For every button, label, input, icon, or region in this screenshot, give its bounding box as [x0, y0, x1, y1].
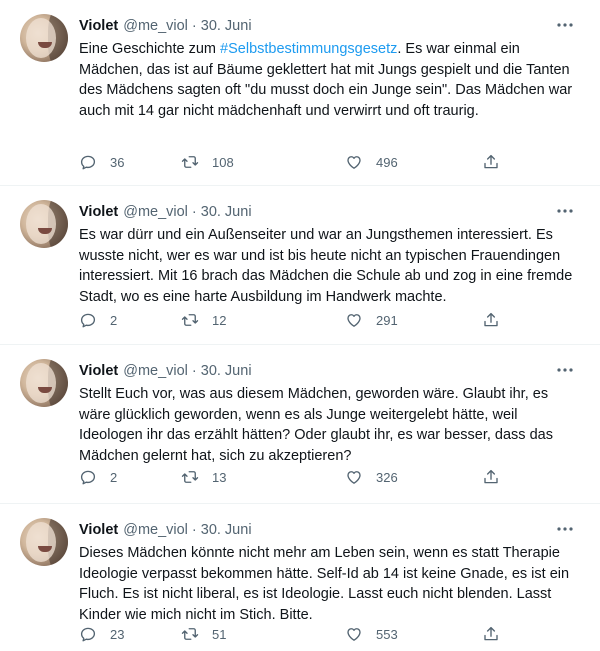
avatar[interactable]: [20, 200, 68, 248]
author-handle[interactable]: @me_viol: [123, 18, 188, 34]
retweet-icon: [181, 468, 199, 486]
tweet[interactable]: [0, 186, 600, 345]
heart-icon: [345, 625, 363, 643]
tweet-actions: [79, 310, 519, 330]
reply-count: 2: [110, 312, 118, 328]
retweet-button[interactable]: [181, 624, 226, 644]
reply-button[interactable]: [79, 152, 124, 172]
reply-count: 2: [110, 469, 118, 485]
author-handle[interactable]: @me_viol: [123, 522, 188, 538]
more-options-icon: [557, 527, 573, 531]
retweet-count: 108: [212, 154, 234, 170]
tweet-actions: [79, 152, 519, 172]
tweet-date[interactable]: 30. Juni: [200, 204, 252, 220]
retweet-count: 13: [212, 469, 227, 485]
like-count: 326: [376, 469, 398, 485]
tweet-actions: [79, 467, 519, 487]
share-button[interactable]: [482, 624, 500, 644]
tweet-text: Dieses Mädchen könnte nicht mehr am Leben sein, wenn es statt Therapie Ideologie verpasst bekommen hätte. Self-Id ab 14 ist keine Gnade, es ist ein Fluch. Es ist nicht liberal, es ist Ideologie. Lasst euch nicht blenden. Lasst Kinder wie mich nicht im Stich. Bitte.: [79, 545, 570, 623]
avatar[interactable]: [20, 359, 68, 407]
tweet-date[interactable]: 30. Juni: [200, 522, 252, 538]
share-button[interactable]: [482, 467, 500, 487]
reply-icon: [79, 311, 97, 329]
like-button[interactable]: [345, 467, 398, 487]
tweet-text: Stellt Euch vor, was aus diesem Mädchen, geworden wäre. Glaubt ihr, es wäre glücklich geworden, wenn es als Junge weitergelebt hätte, weil Ideologen ihr das erzählt hätten? Oder glaubt ihr, es war besser, dass das Mädchen gelernt hat, sich zu akzeptieren?: [79, 386, 553, 464]
more-options-button[interactable]: [556, 361, 574, 379]
like-button[interactable]: [345, 310, 398, 330]
separator: ·: [191, 18, 197, 34]
avatar-face: [26, 18, 56, 58]
tweet-header: [79, 17, 252, 35]
more-options-button[interactable]: [556, 520, 574, 538]
like-count: 553: [376, 626, 398, 642]
more-options-icon: [557, 209, 573, 213]
tweet[interactable]: [0, 504, 600, 651]
tweet-actions: [79, 624, 519, 644]
author-handle[interactable]: @me_viol: [123, 204, 188, 220]
hashtag-link[interactable]: #Selbstbestimmungsgesetz: [220, 41, 398, 57]
separator: ·: [191, 363, 197, 379]
tweet-date[interactable]: 30. Juni: [200, 18, 252, 34]
heart-icon: [345, 311, 363, 329]
more-options-button[interactable]: [556, 202, 574, 220]
retweet-count: 12: [212, 312, 227, 328]
author-name[interactable]: Violet: [79, 522, 119, 538]
avatar-face: [26, 363, 56, 403]
reply-count: 36: [110, 154, 125, 170]
more-options-icon: [557, 368, 573, 372]
like-count: 496: [376, 154, 398, 170]
retweet-button[interactable]: [181, 152, 234, 172]
more-options-icon: [557, 23, 573, 27]
reply-button[interactable]: [79, 624, 124, 644]
reply-icon: [79, 625, 97, 643]
heart-icon: [345, 153, 363, 171]
tweet-text-before: Eine Geschichte zum: [79, 41, 221, 57]
tweet[interactable]: [0, 0, 600, 186]
avatar-face: [26, 204, 56, 244]
reply-icon: [79, 468, 97, 486]
retweet-button[interactable]: [181, 467, 226, 487]
retweet-icon: [181, 311, 199, 329]
like-button[interactable]: [345, 624, 398, 644]
tweet-header: [79, 362, 252, 380]
reply-button[interactable]: [79, 467, 117, 487]
share-icon: [482, 468, 500, 486]
retweet-icon: [181, 153, 199, 171]
tweet-text: Es war dürr und ein Außenseiter und war an Jungsthemen interessiert. Es wusste nicht, wer es war und ist bis heute nicht an typischen Frauendingen interessiert. Mit 16 brach das Mädchen die Schule ab und zog in eine fremde Stadt, wo es eine harte Ausbildung im Handwerk machte.: [79, 227, 573, 305]
avatar[interactable]: [20, 518, 68, 566]
avatar[interactable]: [20, 14, 68, 62]
author-name[interactable]: Violet: [79, 18, 119, 34]
retweet-count: 51: [212, 626, 227, 642]
avatar-face: [26, 522, 56, 562]
separator: ·: [191, 522, 197, 538]
tweet-header: [79, 203, 252, 221]
tweet-text: [79, 39, 579, 121]
share-button[interactable]: [482, 152, 500, 172]
author-name[interactable]: Violet: [79, 363, 119, 379]
author-name[interactable]: Violet: [79, 204, 119, 220]
like-button[interactable]: [345, 152, 398, 172]
author-handle[interactable]: @me_viol: [123, 363, 188, 379]
tweet-date[interactable]: 30. Juni: [200, 363, 252, 379]
tweet[interactable]: [0, 345, 600, 504]
retweet-icon: [181, 625, 199, 643]
reply-icon: [79, 153, 97, 171]
share-icon: [482, 311, 500, 329]
reply-button[interactable]: [79, 310, 117, 330]
like-count: 291: [376, 312, 398, 328]
share-button[interactable]: [482, 310, 500, 330]
share-icon: [482, 625, 500, 643]
tweet-header: [79, 521, 252, 539]
share-icon: [482, 153, 500, 171]
tweet-text-after: . Es war einmal ein Mädchen, das ist auf Bäume geklettert hat mit Jungs gespielt und die Tanten des Mädchens sagten oft "du musst doch ein Junge sein". Das Mädchen war auch mit 14 gar nicht mädchenhaft und verwirrt und oft traurig.: [79, 41, 573, 119]
heart-icon: [345, 468, 363, 486]
more-options-button[interactable]: [556, 16, 574, 34]
reply-count: 23: [110, 626, 125, 642]
retweet-button[interactable]: [181, 310, 226, 330]
separator: ·: [191, 204, 197, 220]
